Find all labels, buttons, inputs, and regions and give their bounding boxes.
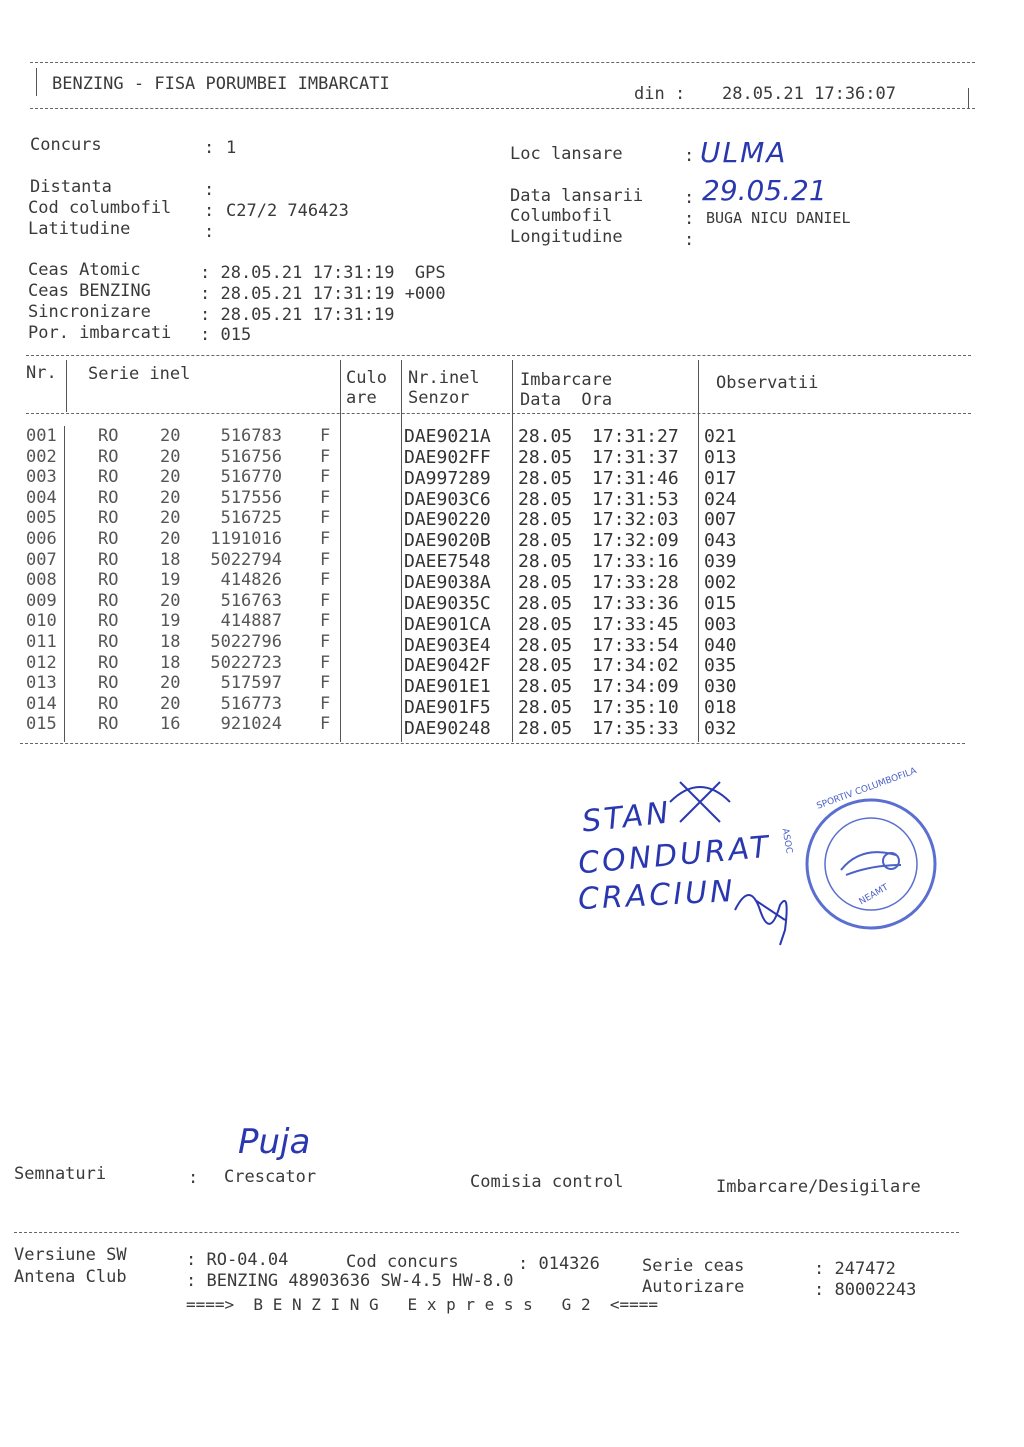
row-year: 19 — [160, 570, 181, 591]
row-nr: 010 — [26, 611, 57, 632]
row-ring: 5022794 — [210, 549, 282, 570]
row-observatii: 043 — [704, 530, 737, 552]
row-observatii: 018 — [704, 697, 737, 719]
semnaturi-label: Semnaturi — [14, 1164, 107, 1184]
row-year: 16 — [160, 714, 181, 735]
stamp-left-text: ASOC — [779, 827, 794, 855]
row-observatii: 013 — [704, 446, 737, 468]
row-ring: 1191016 — [210, 529, 282, 549]
comisia-control-label: Comisia control — [470, 1172, 624, 1192]
row-observatii: 002 — [704, 571, 737, 593]
loc-lansare-label: Loc lansare — [510, 144, 623, 164]
row-observatii: 024 — [704, 488, 737, 510]
row-nr: 015 — [26, 714, 57, 735]
stamp-bottom-text: NEAMT — [857, 882, 891, 908]
autorizare-label: Autorizare — [642, 1277, 745, 1297]
concurs-value: 1 — [226, 138, 237, 158]
row-country: RO — [98, 611, 119, 632]
header-culoare-2: are — [346, 388, 377, 408]
row-year: 19 — [160, 611, 181, 632]
row-year: 20 — [160, 673, 181, 694]
row-observatii: 039 — [704, 551, 737, 573]
ceas-benzing-value: : 28.05.21 17:31:19 +000 — [200, 284, 446, 304]
row-country: RO — [98, 673, 119, 694]
row-country: RO — [98, 426, 119, 446]
loc-lansare-sep: : — [684, 146, 695, 166]
row-country: RO — [98, 446, 119, 467]
header-nr: Nr. — [26, 363, 57, 383]
row-nr: 007 — [26, 549, 57, 570]
row-time: 17:31:53 — [592, 488, 679, 510]
row-sensor: DAE901F5 — [404, 697, 491, 719]
header-observatii: Observatii — [716, 373, 819, 393]
table-row — [0, 549, 1024, 573]
row-nr: 012 — [26, 652, 57, 673]
row-date: 28.05 — [518, 488, 573, 510]
header-senzor: Senzor — [408, 388, 470, 408]
columbofil-value: BUGA NICU DANIEL — [706, 209, 851, 227]
table-row — [0, 632, 1024, 656]
header-culoare-1: Culo — [346, 368, 387, 388]
row-sensor: DAE902FF — [404, 446, 491, 468]
row-nr: 011 — [26, 632, 57, 652]
row-country: RO — [98, 714, 119, 735]
row-country: RO — [98, 632, 119, 652]
header-nr-inel: Nr.inel — [408, 368, 480, 388]
row-ring: 5022796 — [210, 632, 282, 652]
commission-name-1: STAN — [580, 795, 674, 840]
crescator-signature: Puja — [238, 1122, 311, 1162]
row-year: 18 — [160, 652, 181, 673]
benzing-express-banner: ====> B E N Z I N G E x p r e s s G 2 <==== — [186, 1295, 659, 1314]
row-ring: 516763 — [220, 590, 282, 611]
autorizare-value: : 80002243 — [814, 1280, 917, 1300]
row-nr: 009 — [26, 590, 57, 611]
row-ring: 516773 — [220, 693, 282, 714]
row-sensor: DAE901E1 — [404, 676, 491, 698]
row-nr: 003 — [26, 467, 57, 488]
row-year: 20 — [160, 529, 181, 549]
columbofil-label: Columbofil — [510, 206, 613, 226]
row-nr: 008 — [26, 570, 57, 591]
row-sensor: DAE901CA — [404, 613, 491, 635]
row-date: 28.05 — [518, 613, 573, 635]
row-time: 17:32:09 — [592, 530, 679, 552]
row-sex: F — [320, 652, 331, 673]
row-sex: F — [320, 673, 331, 694]
row-sex: F — [320, 714, 331, 735]
row-time: 17:34:02 — [592, 655, 679, 677]
table-row — [0, 467, 1024, 487]
row-sex: F — [320, 693, 331, 714]
row-observatii: 015 — [704, 592, 737, 614]
header-right-bar — [968, 88, 969, 108]
row-sex: F — [320, 570, 331, 591]
din-value: 28.05.21 17:36:07 — [722, 84, 896, 104]
row-country: RO — [98, 487, 119, 508]
crescator-label: Crescator — [224, 1167, 317, 1187]
row-observatii: 040 — [704, 634, 737, 656]
table-row — [0, 693, 1024, 719]
row-observatii: 007 — [704, 509, 737, 531]
row-ring: 517597 — [220, 673, 282, 694]
table-row — [0, 673, 1024, 698]
table-row — [0, 570, 1024, 593]
header-imbarcare: Imbarcare — [520, 370, 613, 390]
document-title: BENZING - FISA PORUMBEI IMBARCATI — [52, 74, 390, 94]
row-country: RO — [98, 652, 119, 673]
row-ring: 517556 — [220, 487, 282, 508]
row-date: 28.05 — [518, 655, 573, 677]
row-sensor: DAE9021A — [404, 426, 491, 447]
row-time: 17:31:37 — [592, 446, 679, 468]
row-time: 17:31:27 — [592, 426, 679, 447]
row-observatii: 032 — [704, 717, 737, 739]
row-sex: F — [320, 590, 331, 611]
row-country: RO — [98, 467, 119, 488]
columbofil-sep: : — [684, 209, 695, 229]
row-nr: 005 — [26, 508, 57, 529]
commission-signature-1 — [660, 772, 740, 832]
row-sensor: DAE9035C — [404, 592, 491, 614]
col-divider-nr — [66, 360, 67, 412]
concurs-label: Concurs — [30, 135, 102, 155]
row-date: 28.05 — [518, 467, 573, 489]
row-sex: F — [320, 426, 331, 446]
row-time: 17:32:03 — [592, 509, 679, 531]
row-sensor: DAE90248 — [404, 717, 491, 739]
serie-ceas-value: : 247472 — [814, 1259, 896, 1279]
row-observatii: 017 — [704, 467, 737, 489]
row-nr: 002 — [26, 446, 57, 467]
row-country: RO — [98, 549, 119, 570]
versiune-label: Versiune SW — [14, 1245, 127, 1265]
cod-concurs-value: : 014326 — [518, 1254, 600, 1274]
semnaturi-sep: : — [188, 1168, 199, 1188]
row-time: 17:33:45 — [592, 613, 679, 635]
row-year: 20 — [160, 590, 181, 611]
row-year: 18 — [160, 632, 181, 652]
cod-columbofil-label: Cod columbofil — [28, 198, 172, 218]
row-sensor: DAEE7548 — [404, 551, 491, 573]
row-time: 17:33:28 — [592, 571, 679, 593]
row-country: RO — [98, 590, 119, 611]
antena-club-value: : BENZING 48903636 SW-4.5 HW-8.0 — [186, 1271, 514, 1291]
table-row — [0, 714, 1024, 739]
row-date: 28.05 — [518, 530, 573, 552]
row-date: 28.05 — [518, 551, 573, 573]
row-year: 20 — [160, 467, 181, 488]
cod-columbofil-value: C27/2 746423 — [226, 201, 349, 221]
table-row — [0, 590, 1024, 614]
row-nr: 014 — [26, 693, 57, 714]
row-date: 28.05 — [518, 634, 573, 656]
table-row — [0, 652, 1024, 677]
row-time: 17:34:09 — [592, 676, 679, 698]
row-sex: F — [320, 529, 331, 549]
row-nr: 006 — [26, 529, 57, 549]
loc-lansare-value: ULMA — [700, 136, 788, 169]
row-date: 28.05 — [518, 697, 573, 719]
footer-top-border — [14, 1232, 959, 1233]
ceas-atomic-label: Ceas Atomic — [28, 260, 141, 280]
row-observatii: 035 — [704, 655, 737, 677]
header-left-bar — [36, 68, 37, 96]
table-row — [0, 508, 1024, 531]
row-date: 28.05 — [518, 446, 573, 468]
row-country: RO — [98, 508, 119, 529]
row-country: RO — [98, 529, 119, 549]
commission-name-2: CONDURAT — [576, 829, 773, 882]
row-year: 18 — [160, 549, 181, 570]
club-stamp — [779, 766, 922, 914]
row-nr: 004 — [26, 487, 57, 508]
row-observatii: 030 — [704, 676, 737, 698]
ceas-atomic-value: : 28.05.21 17:31:19 GPS — [200, 263, 446, 283]
row-sensor: DAE9042F — [404, 655, 491, 677]
table-row — [0, 447, 1024, 467]
table-header-border — [26, 413, 971, 414]
row-observatii: 021 — [704, 426, 737, 447]
antena-club-label: Antena Club — [14, 1267, 127, 1287]
din-label: din : — [634, 84, 686, 104]
row-time: 17:33:54 — [592, 634, 679, 656]
row-time: 17:35:10 — [592, 697, 679, 719]
row-sex: F — [320, 508, 331, 529]
sincronizare-value: : 28.05.21 17:31:19 — [200, 305, 395, 325]
row-ring: 516756 — [220, 446, 282, 467]
table-row — [0, 426, 1024, 446]
row-date: 28.05 — [518, 592, 573, 614]
row-ring: 516770 — [220, 467, 282, 488]
data-lansarii-label: Data lansarii — [510, 186, 644, 206]
imbarcare-desigilare-label: Imbarcare/Desigilare — [716, 1177, 921, 1197]
porumbei-imbarcati-value: : 015 — [200, 325, 252, 345]
row-country: RO — [98, 570, 119, 591]
porumbei-imbarcati-label: Por. imbarcati — [28, 323, 172, 343]
row-time: 17:35:33 — [592, 717, 679, 739]
row-sex: F — [320, 487, 331, 508]
row-ring: 516725 — [220, 508, 282, 529]
row-sex: F — [320, 549, 331, 570]
row-ring: 5022723 — [210, 652, 282, 673]
row-time: 17:33:36 — [592, 592, 679, 614]
row-sex: F — [320, 611, 331, 632]
table-row — [0, 488, 1024, 508]
row-observatii: 003 — [704, 613, 737, 635]
concurs-sep: : — [204, 138, 215, 158]
row-date: 28.05 — [518, 676, 573, 698]
commission-name-3: CRACIUN — [577, 873, 737, 918]
cod-concurs-label: Cod concurs — [346, 1252, 459, 1272]
row-sensor: DAE9020B — [404, 530, 491, 552]
row-sex: F — [320, 632, 331, 652]
row-year: 20 — [160, 426, 181, 446]
row-date: 28.05 — [518, 717, 573, 739]
stamp-top-text: SPORTIV COLUMBOFILA — [815, 766, 919, 812]
row-time: 17:33:16 — [592, 551, 679, 573]
row-ring: 414887 — [220, 611, 282, 632]
row-date: 28.05 — [518, 509, 573, 531]
row-date: 28.05 — [518, 426, 573, 447]
latitudine-sep: : — [204, 222, 215, 242]
row-year: 20 — [160, 508, 181, 529]
serie-ceas-label: Serie ceas — [642, 1256, 745, 1276]
row-year: 20 — [160, 446, 181, 467]
table-row — [0, 611, 1024, 635]
header-serie-inel: Serie inel — [88, 364, 191, 384]
row-time: 17:31:46 — [592, 467, 679, 489]
row-year: 20 — [160, 693, 181, 714]
row-year: 20 — [160, 487, 181, 508]
header-data-ora: Data Ora — [520, 390, 613, 410]
row-country: RO — [98, 693, 119, 714]
ceas-benzing-label: Ceas BENZING — [28, 281, 151, 301]
row-sex: F — [320, 446, 331, 467]
sincronizare-label: Sincronizare — [28, 302, 151, 322]
versiune-value: : RO-04.04 — [186, 1250, 289, 1270]
distanta-label: Distanta — [30, 177, 112, 197]
row-sensor: DAE903C6 — [404, 488, 491, 510]
row-sensor: DA997289 — [404, 467, 491, 489]
latitudine-label: Latitudine — [28, 219, 131, 239]
row-nr: 001 — [26, 426, 57, 446]
row-sensor: DAE903E4 — [404, 634, 491, 656]
row-ring: 921024 — [220, 714, 282, 735]
row-sensor: DAE90220 — [404, 509, 491, 531]
row-sensor: DAE9038A — [404, 571, 491, 593]
table-row — [0, 529, 1024, 552]
cod-columbofil-sep: : — [204, 201, 215, 221]
row-ring: 516783 — [220, 426, 282, 446]
row-sex: F — [320, 467, 331, 488]
table-top-border — [26, 355, 971, 356]
row-date: 28.05 — [518, 571, 573, 593]
distanta-sep: : — [204, 180, 215, 200]
row-ring: 414826 — [220, 570, 282, 591]
longitudine-sep: : — [684, 230, 695, 250]
header-top-border — [30, 62, 975, 63]
header-bottom-border — [30, 108, 975, 109]
table-bottom-border — [20, 743, 965, 744]
row-nr: 013 — [26, 673, 57, 694]
longitudine-label: Longitudine — [510, 227, 623, 247]
data-lansarii-value: 29.05.21 — [702, 174, 827, 207]
data-lansarii-sep: : — [684, 188, 695, 208]
